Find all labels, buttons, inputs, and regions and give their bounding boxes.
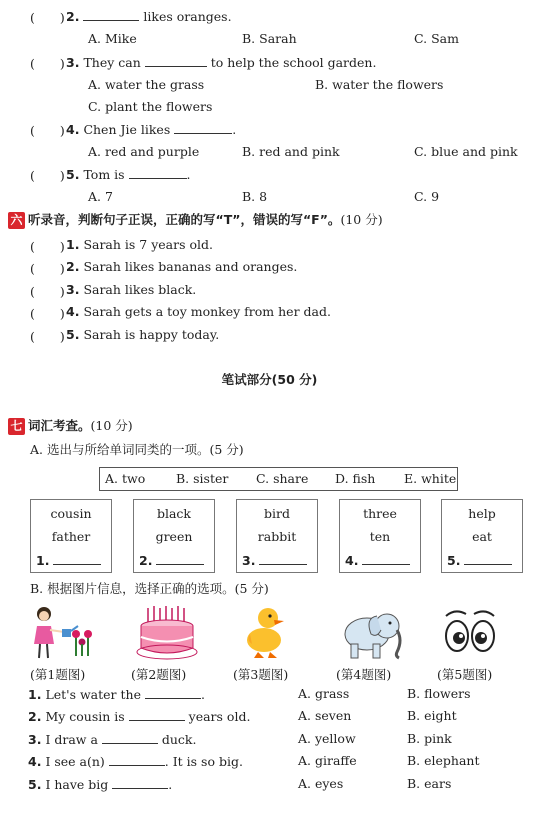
pq2-option-b[interactable]: B. eight: [407, 708, 457, 723]
q4-option-b[interactable]: B. red and pink: [242, 144, 340, 159]
pq4-option-a[interactable]: A. giraffe: [298, 753, 357, 768]
word-card-4: three ten 4.: [339, 499, 421, 573]
answer-paren[interactable]: ( ): [30, 123, 65, 138]
answer-paren[interactable]: ( ): [30, 306, 65, 321]
choice-a[interactable]: A. two: [105, 471, 146, 486]
caption-3: (第3题图): [233, 667, 289, 682]
choice-c[interactable]: C. share: [256, 471, 309, 486]
picture-question-2: 2. My cousin is years old.: [28, 709, 251, 724]
pq5-option-b[interactable]: B. ears: [407, 776, 452, 791]
tf-item-5: 5. Sarah is happy today.: [66, 327, 220, 342]
word-card-3: bird rabbit 3.: [236, 499, 318, 573]
section-7-header: [8, 418, 133, 435]
section-6-badge: 六: [8, 212, 25, 229]
answer-paren[interactable]: ( ): [30, 10, 65, 25]
section-6-score: (10 分): [340, 212, 383, 227]
answer-paren[interactable]: ( ): [30, 56, 65, 71]
section-7-title: 词汇考查。: [28, 418, 91, 433]
answer-blank[interactable]: [129, 708, 185, 721]
q4-option-a[interactable]: A. red and purple: [88, 144, 200, 159]
question-2: 2. likes oranges.: [66, 9, 232, 24]
section-6-header: [8, 212, 383, 229]
birthday-cake-icon: [134, 604, 200, 662]
pq1-option-b[interactable]: B. flowers: [407, 686, 471, 701]
caption-4: (第4题图): [336, 667, 392, 682]
answer-paren[interactable]: ( ): [30, 261, 65, 276]
choice-d[interactable]: D. fish: [335, 471, 376, 486]
question-3: 3. They can to help the school garden.: [66, 55, 377, 70]
q4-option-c[interactable]: C. blue and pink: [414, 144, 518, 159]
duck-icon: [244, 604, 290, 662]
picture-question-4: 4. I see a(n) . It is so big.: [28, 754, 243, 769]
section-7-score: (10 分): [90, 418, 133, 433]
q3-option-c[interactable]: C. plant the flowers: [88, 99, 213, 114]
pq3-option-b[interactable]: B. pink: [407, 731, 452, 746]
pq2-option-a[interactable]: A. seven: [298, 708, 352, 723]
tf-item-2: 2. Sarah likes bananas and oranges.: [66, 259, 298, 274]
tf-item-3: 3. Sarah likes black.: [66, 282, 197, 297]
answer-blank[interactable]: [112, 776, 168, 789]
picture-question-1: 1. Let's water the .: [28, 687, 205, 702]
choice-b[interactable]: B. sister: [176, 471, 229, 486]
answer-blank[interactable]: [109, 753, 165, 766]
answer-blank[interactable]: [102, 731, 158, 744]
answer-blank[interactable]: [145, 686, 201, 699]
answer-paren[interactable]: ( ): [30, 329, 65, 344]
caption-5: (第5题图): [437, 667, 493, 682]
answer-blank[interactable]: [259, 552, 307, 565]
section-7-badge: 七: [8, 418, 25, 435]
pq4-option-b[interactable]: B. elephant: [407, 753, 480, 768]
eyes-icon: [440, 604, 500, 662]
q2-option-b[interactable]: B. Sarah: [242, 31, 297, 46]
answer-blank[interactable]: [174, 121, 232, 134]
tf-item-1: 1. Sarah is 7 years old.: [66, 237, 213, 252]
question-5: 5. Tom is .: [66, 167, 191, 182]
picture-question-5: 5. I have big .: [28, 777, 173, 792]
answer-blank[interactable]: [53, 552, 101, 565]
q5-option-b[interactable]: B. 8: [242, 189, 268, 204]
part-b-instruction: B. 根据图片信息，选择正确的选项。(5 分): [30, 581, 269, 596]
q5-option-a[interactable]: A. 7: [88, 189, 113, 204]
caption-1: (第1题图): [30, 667, 86, 682]
word-card-5: help eat 5.: [441, 499, 523, 573]
answer-blank[interactable]: [362, 552, 410, 565]
answer-blank[interactable]: [145, 54, 207, 67]
answer-blank[interactable]: [156, 552, 204, 565]
answer-blank[interactable]: [129, 166, 187, 179]
caption-2: (第2题图): [131, 667, 187, 682]
written-part-heading: 笔试部分(50 分): [221, 372, 318, 387]
elephant-icon: [337, 604, 405, 662]
answer-paren[interactable]: ( ): [30, 168, 65, 183]
pq1-option-a[interactable]: A. grass: [298, 686, 350, 701]
pq5-option-a[interactable]: A. eyes: [298, 776, 344, 791]
pq3-option-a[interactable]: A. yellow: [298, 731, 356, 746]
girl-watering-flowers-icon: [28, 604, 100, 662]
tf-item-4: 4. Sarah gets a toy monkey from her dad.: [66, 304, 331, 319]
word-card-1: cousin father 1.: [30, 499, 112, 573]
q2-option-c[interactable]: C. Sam: [414, 31, 459, 46]
question-4: 4. Chen Jie likes .: [66, 122, 237, 137]
part-a-instruction: A. 选出与所给单词同类的一项。(5 分): [30, 442, 244, 457]
q5-option-c[interactable]: C. 9: [414, 189, 440, 204]
q2-option-a[interactable]: A. Mike: [88, 31, 137, 46]
section-6-title: 听录音，判断句子正误，正确的写“T”，错误的写“F”。: [28, 212, 341, 227]
picture-question-3: 3. I draw a duck.: [28, 732, 197, 747]
word-card-2: black green 2.: [133, 499, 215, 573]
word-choice-box: [99, 467, 458, 491]
answer-blank[interactable]: [464, 552, 512, 565]
answer-paren[interactable]: ( ): [30, 284, 65, 299]
q3-option-a[interactable]: A. water the grass: [88, 77, 205, 92]
answer-paren[interactable]: ( ): [30, 239, 65, 254]
answer-blank[interactable]: [83, 8, 139, 21]
q3-option-b[interactable]: B. water the flowers: [315, 77, 444, 92]
choice-e[interactable]: E. white: [404, 471, 457, 486]
